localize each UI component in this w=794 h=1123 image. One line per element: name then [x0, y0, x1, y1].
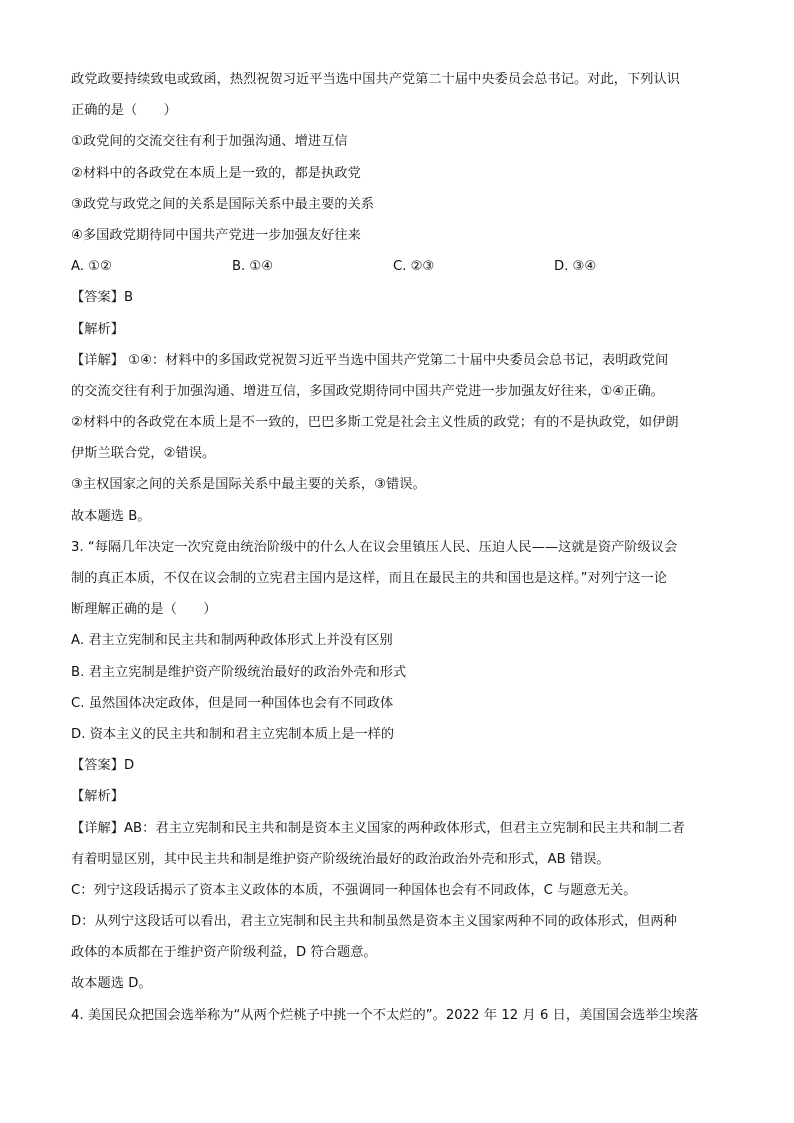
q2-statement-1: ①政党间的交流交往有利于加强沟通、增进互信 [71, 134, 348, 150]
q4-stem-line-1: 4. 美国民众把国会选举称为“从两个烂桃子中挑一个不太烂的”。2022 年 12 月 6 日，美国国会选举尘埃落 [71, 1007, 699, 1023]
q3-detail-line-3: C：列宁这段话揭示了资本主义政体的本质，不强调同一种国体也会有不同政体，C 与题意无关。 [71, 882, 637, 898]
q2-detail-line-5: ③主权国家之间的关系是国际关系中最主要的关系，③错误。 [71, 477, 426, 493]
q3-analysis-label: 【解析】 [71, 789, 124, 805]
q3-detail-line-6: 故本题选 D。 [71, 976, 152, 992]
q3-detail-line-4: D：从列宁这段话可以看出，君主立宪制和民主共和制虽然是资本主义国家两种不同的政体形式，但两种 [71, 914, 677, 930]
q3-answer: 【答案】D [71, 758, 135, 774]
q2-detail-line-6: 故本题选 B。 [71, 508, 151, 524]
q3-stem-line-2: 制的真正本质，不仅在议会制的立宪君主国内是这样，而且在最民主的共和国也是这样。”对列宁这一论 [71, 571, 667, 586]
q3-detail-line-1: 【详解】AB：君主立宪制和民主共和制是资本主义国家的两种政体形式，但君主立宪制和民主共和制二者 [71, 820, 685, 836]
q3-option-d: D. 资本主义的民主共和制和君主立宪制本质上是一样的 [71, 726, 395, 742]
q2-statement-3: ③政党与政党之间的关系是国际关系中最主要的关系 [71, 196, 375, 212]
q2-option-d: D. ③④ [554, 259, 597, 275]
q3-detail-line-5: 政体的本质都在于维护资产阶级利益，D 符合题意。 [71, 945, 377, 961]
q3-detail-line-2: 有着明显区别，其中民主共和制是维护资产阶级统治最好的政治政治外壳和形式，AB 错误。 [71, 851, 610, 867]
q3-option-c: C. 虽然国体决定政体，但是同一种国体也会有不同政体 [71, 695, 394, 711]
q2-statement-4: ④多国政党期待同中国共产党进一步加强友好往来 [71, 227, 361, 243]
q3-stem-line-1: 3. “每隔几年决定一次究竟由统治阶级中的什么人在议会里镇压人民、压迫人民——这就是资产阶级议会 [71, 539, 678, 555]
q2-stem-line-2: 正确的是（ ） [71, 103, 177, 119]
q2-stem-line-1: 政党政要持续致电或致函，热烈祝贺习近平当选中国共产党第二十届中央委员会总书记。对此，下列认识 [71, 72, 680, 87]
q3-option-b: B. 君主立宪制是维护资产阶级统治最好的政治外壳和形式 [71, 664, 407, 680]
q2-options [71, 251, 731, 282]
q2-detail-line-3: ②材料中的各政党在本质上是不一致的，巴巴多斯工党是社会主义性质的政党；有的不是执政党，如伊朗 [71, 415, 679, 431]
q3-option-a: A. 君主立宪制和民主共和制两种政体形式上并没有区别 [71, 633, 393, 649]
q2-option-b: B. ①④ [232, 259, 274, 275]
page-content [71, 64, 731, 1031]
q2-detail-line-2: 的交流交往有利于加强沟通、增进互信，多国政党期待同中国共产党进一步加强友好往来，①④正确。 [71, 383, 664, 399]
q2-answer: 【答案】B [71, 290, 134, 306]
q3-stem-line-3: 断理解正确的是（ ） [71, 602, 217, 618]
q2-detail-line-4: 伊斯兰联合党，②错误。 [71, 446, 216, 462]
q2-detail-line-1: 【详解】 ①④：材料中的多国政党祝贺习近平当选中国共产党第二十届中央委员会总书记，表明政党间 [71, 352, 669, 368]
q2-analysis-label: 【解析】 [71, 321, 124, 337]
q2-option-a: A. ①② [71, 259, 112, 275]
q2-option-c: C. ②③ [393, 259, 435, 275]
q2-statement-2: ②材料中的各政党在本质上是一致的，都是执政党 [71, 165, 361, 181]
